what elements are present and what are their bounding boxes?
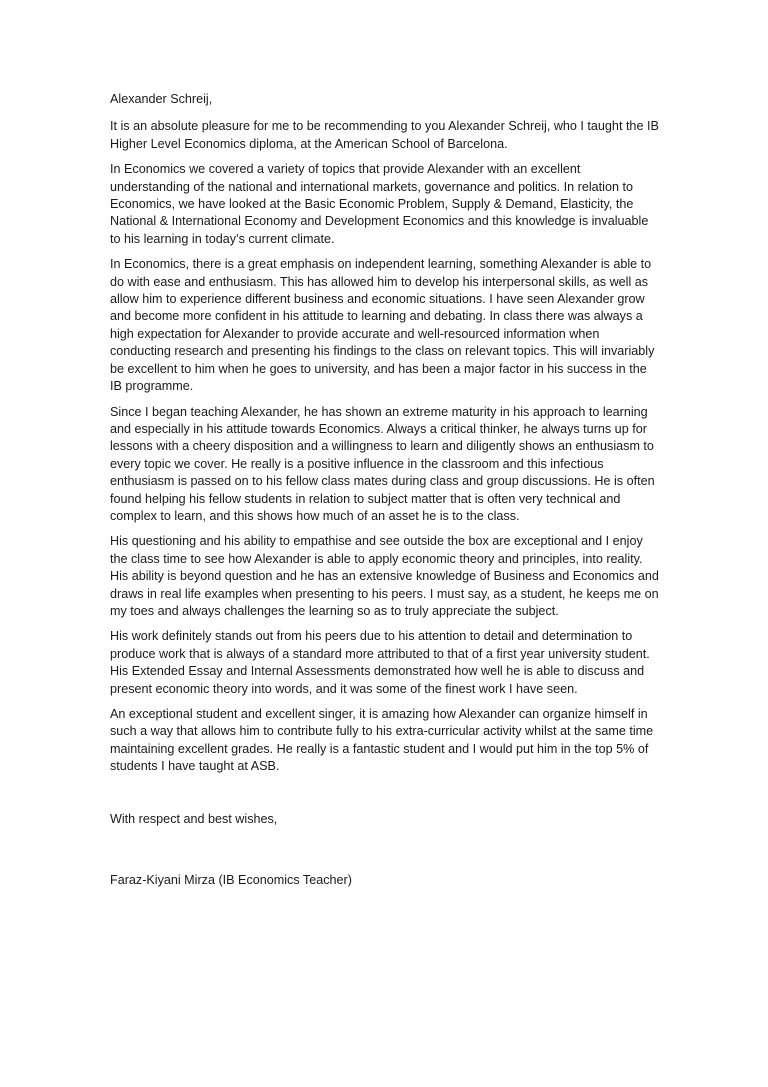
- letter-body: [110, 91, 660, 897]
- salutation: Alexander Schreij,: [110, 92, 213, 106]
- signature: Faraz-Kiyani Mirza (IB Economics Teacher): [110, 873, 352, 888]
- paragraph-summary: An exceptional student and excellent singer, it is amazing how Alexander can organize himself in such a way that allows him to contribute fully to his extra-curricular activity whilst at the same time maintaining excellent grades. He really is a fantastic student and I would put him in the top 5% of students I have taught at ASB.: [110, 707, 654, 774]
- paragraph-work-quality: His work definitely stands out from his peers due to his attention to detail and determination to produce work that is always of a standard more attributed to that of a first year university student. His Extended Essay and Internal Assessments demonstrated how well he is able to discuss and present economic theory into words, and it was some of the finest work I have seen.: [110, 629, 650, 696]
- paragraph-intro: It is an absolute pleasure for me to be recommending to you Alexander Schreij, who I taught the IB Higher Level Economics diploma, at the American School of Barcelona.: [110, 119, 659, 151]
- closing: With respect and best wishes,: [110, 811, 278, 826]
- paragraph-questioning: His questioning and his ability to empathise and see outside the box are exceptional and I enjoy the class time to see how Alexander is able to apply economic theory and principles, into reality. His ability is beyond question and he has an extensive knowledge of Business and Economics and draws in real life examples when presenting to his peers. I must say, as a student, he keeps me on my toes and always challenges the learning so as to truly appreciate the subject.: [110, 534, 659, 618]
- paragraph-independent-learning: In Economics, there is a great emphasis on independent learning, something Alexander is able to do with ease and enthusiasm. This has allowed him to develop his interpersonal skills, as well as allow him to experience different business and economic situations. I have seen Alexander grow and become more confident in his attitude to learning and debating. In class there was always a high expectation for Alexander to provide accurate and well-resourced information when conducting research and presenting his findings to the class on relevant topics. This will invariably be excellent to him when he goes to university, and has been a major factor in his success in the IB programme.: [110, 257, 655, 394]
- paragraph-maturity: Since I began teaching Alexander, he has shown an extreme maturity in his approach to learning and especially in his attitude towards Economics. Always a critical thinker, he always turns up for lessons with a cheery disposition and a willingness to learn and diligently shows an enthusiasm to every topic we cover. He really is a positive influence in the classroom and this infectious enthusiasm is passed on to his fellow class mates during class and group discussions. He is often found helping his fellow students in relation to subject matter that is often very technical and complex to learn, and this shows how much of an asset he is to the class.: [110, 404, 655, 523]
- paragraph-topics: In Economics we covered a variety of topics that provide Alexander with an excellent understanding of the national and international markets, governance and politics. In relation to Economics, we have looked at the Basic Economic Problem, Supply & Demand, Elasticity, the National & International Economy and Development Economics and this knowledge is invaluable to his learning in today’s current climate.: [110, 162, 649, 246]
